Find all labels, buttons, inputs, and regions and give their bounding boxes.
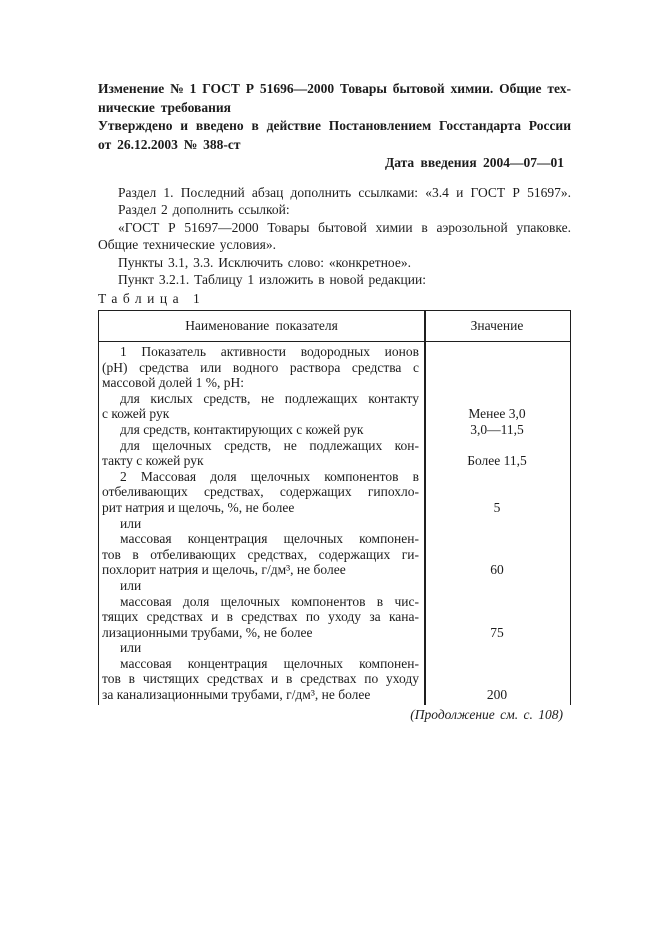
value-cell — [424, 422, 570, 438]
value-cell — [424, 640, 570, 656]
paragraph-line: Раздел 2 дополнить ссылкой: — [118, 202, 290, 217]
value-cell — [424, 469, 570, 516]
continuation-note: (Продолжение см. с. 108) — [410, 706, 563, 722]
indicator-name-cell — [99, 531, 424, 578]
indicator-line: с кожей рук — [102, 406, 170, 422]
paragraph — [98, 184, 571, 202]
approval-line: от 26.12.2003 № 388-ст — [98, 136, 241, 152]
amendment-instructions — [98, 184, 571, 289]
indicator-name-cell — [99, 438, 424, 469]
col-header-name: Наименование показателя — [185, 318, 338, 334]
indicator-line: 2 Массовая доля щелочных компонентов в — [120, 468, 419, 484]
table-row — [99, 640, 570, 656]
paragraph — [98, 219, 571, 254]
approval-statement — [98, 117, 571, 154]
indicator-line: для кислых средств, не подлежащих контакту — [120, 390, 419, 406]
value-text: 75 — [490, 624, 504, 640]
indicator-line: за канализационными трубами, г/дм³, не более — [102, 687, 371, 703]
value-cell — [424, 516, 570, 532]
indicator-name-cell — [99, 578, 424, 594]
table-row — [99, 531, 570, 578]
indicator-name-cell — [99, 422, 424, 438]
indicator-line: лизационными трубами, %, не более — [102, 624, 313, 640]
effective-date: Дата введения 2004—07—01 — [384, 155, 564, 170]
column-divider — [424, 311, 426, 705]
indicator-line: или — [120, 577, 142, 593]
indicator-line: 1 Показатель активности водородных ионов — [120, 344, 419, 359]
table-row — [99, 516, 570, 532]
value-cell — [424, 438, 570, 469]
paragraph-line: Пункт 3.2.1. Таблицу 1 изложить в новой редакции: — [118, 272, 426, 287]
table-row — [99, 344, 570, 391]
paragraph — [98, 201, 571, 219]
indicator-line: массовая концентрация щелочных компонен- — [120, 655, 419, 671]
value-cell — [424, 578, 570, 594]
value-text: Более 11,5 — [467, 453, 527, 469]
table-row — [99, 469, 570, 516]
value-cell — [424, 344, 570, 391]
paragraph — [98, 271, 571, 289]
table-1 — [98, 310, 571, 705]
page-content — [98, 80, 571, 723]
value-text: 5 — [493, 499, 501, 515]
table-row — [99, 438, 570, 469]
title-line: Изменение № 1 ГОСТ Р 51696—2000 Товары бытовой химии. Общие тех- — [98, 81, 571, 96]
indicator-line: тящих средствах и в средствах по уходу за кана- — [102, 609, 419, 625]
indicator-name-cell — [99, 640, 424, 656]
table-row — [99, 391, 570, 422]
indicator-line: массовая концентрация щелочных компонен- — [120, 531, 419, 547]
table-body — [99, 342, 570, 705]
table-header-row — [99, 311, 570, 342]
indicator-line: тов в чистящих средствах и в средствах по уходу — [102, 671, 419, 687]
indicator-line: для щелочных средств, не подлежащих кон- — [120, 437, 419, 453]
indicator-name-cell — [99, 469, 424, 516]
col-header-value: Значение — [470, 318, 524, 334]
value-cell — [424, 391, 570, 422]
approval-line: Утверждено и введено в действие Постановлением Госстандарта России — [98, 118, 571, 133]
indicator-line: отбеливающих средствах, содержащих гипохло- — [102, 484, 419, 500]
table-caption: Таблица 1 — [98, 290, 206, 306]
indicator-line: (pH) средства или водного раствора средства с — [102, 359, 419, 375]
value-text: 3,0—11,5 — [470, 421, 524, 437]
indicator-line: или — [120, 515, 142, 531]
table-row — [99, 656, 570, 703]
paragraph-line: Общие технические условия». — [98, 237, 276, 252]
indicator-line: тов в отбеливающих средствах, содержащих ги- — [102, 546, 419, 562]
value-text: 60 — [490, 562, 504, 578]
value-text: Менее 3,0 — [468, 406, 526, 422]
value-cell — [424, 656, 570, 703]
indicator-name-cell — [99, 594, 424, 641]
table-row — [99, 422, 570, 438]
indicator-name-cell — [99, 391, 424, 422]
indicator-line: массовая доля щелочных компонентов в чис- — [120, 593, 419, 609]
paragraph-line: «ГОСТ Р 51697—2000 Товары бытовой химии в аэрозольной упаковке. — [118, 219, 571, 235]
table-row — [99, 594, 570, 641]
value-cell — [424, 531, 570, 578]
amendment-title — [98, 80, 571, 117]
title-line: нические требования — [98, 99, 231, 115]
paragraph-line: Раздел 1. Последний абзац дополнить ссылками: «3.4 и ГОСТ Р 51697». — [118, 184, 571, 200]
indicator-line: похлорит натрия и щелочь, г/дм³, не более — [102, 562, 346, 578]
indicator-name-cell — [99, 656, 424, 703]
paragraph-line: Пункты 3.1, 3.3. Исключить слово: «конкретное». — [118, 254, 411, 270]
indicator-line: или — [120, 640, 142, 656]
indicator-line: для средств, контактирующих с кожей рук — [120, 421, 364, 437]
indicator-line: массовой долей 1 %, pH: — [102, 375, 244, 391]
indicator-name-cell — [99, 516, 424, 532]
indicator-line: такту с кожей рук — [102, 453, 204, 469]
indicator-line: рит натрия и щелочь, %, не более — [102, 499, 295, 515]
indicator-name-cell — [99, 344, 424, 391]
value-cell — [424, 594, 570, 641]
paragraph — [98, 254, 571, 272]
table-row — [99, 578, 570, 594]
document-header — [98, 80, 571, 173]
value-text: 200 — [486, 687, 508, 703]
